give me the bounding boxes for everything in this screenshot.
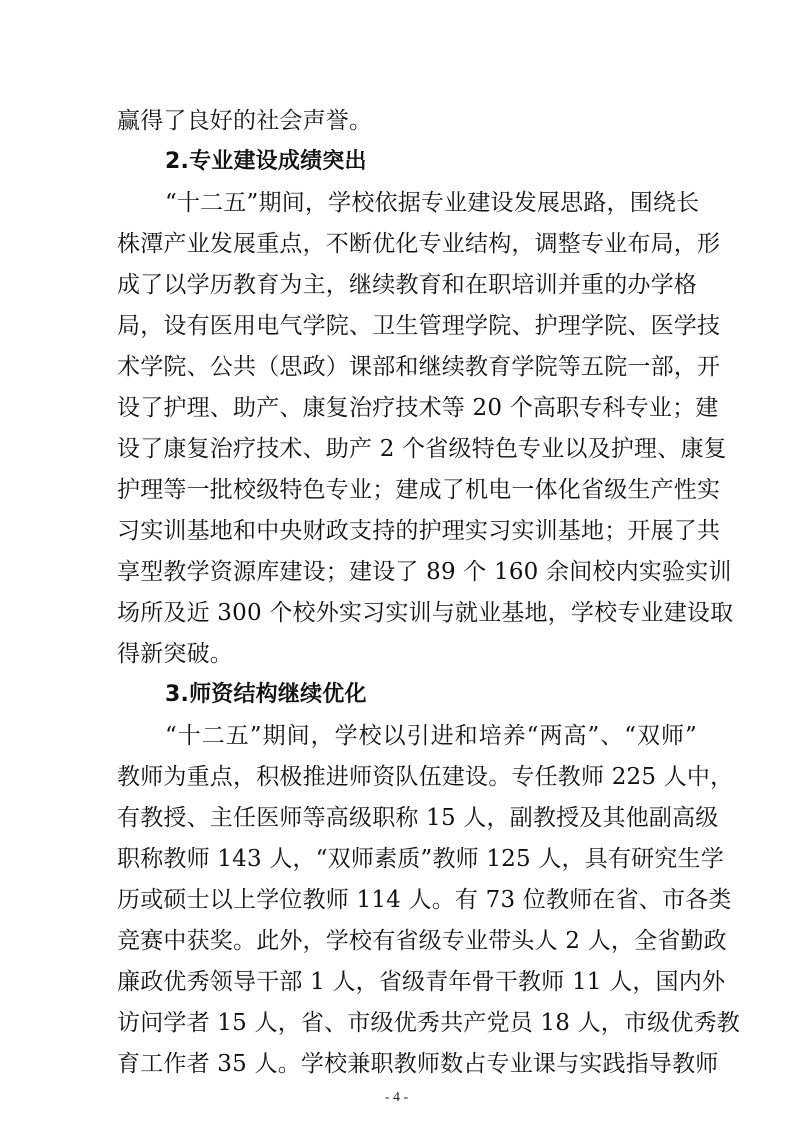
text-line-24: 育工作者 35 人。学校兼职教师数占专业课与实践指导教师 (117, 1051, 719, 1077)
text-line-16: “十二五”期间，学校以引进和培养“两高”、“双师” (165, 723, 697, 749)
text-line-11: 习实训基地和中央财政支持的护理实习实训基地；开展了共 (117, 518, 721, 544)
text-line-12: 享型教学资源库建设；建设了 89 个 160 余间校内实验实训 (117, 559, 732, 585)
text-line-7: 术学院、公共（思政）课部和继续教育学院等五院一部，开 (117, 354, 721, 380)
text-line-22: 廉政优秀领导干部 1 人，省级青年骨干教师 11 人，国内外 (117, 969, 726, 995)
text-line-10: 护理等一批校级特色专业；建成了机电一体化省级生产性实 (117, 477, 721, 503)
text-line-21: 竞赛中获奖。此外，学校有省级专业带头人 2 人，全省勤政 (117, 928, 727, 954)
text-line-19: 职称教师 143 人，“双师素质”教师 125 人，具有研究生学 (117, 846, 724, 872)
text-line-17: 教师为重点，积极推进师资队伍建设。专任教师 225 人中， (117, 764, 734, 790)
text-line-20: 历或硕士以上学位教师 114 人。有 73 位教师在省、市各类 (117, 887, 732, 913)
page-number: - 4 - (384, 1090, 409, 1105)
text-line-5: 成了以学历教育为主，继续教育和在职培训并重的办学格 (117, 272, 697, 298)
text-line-23: 访问学者 15 人，省、市级优秀共产党员 18 人，市级优秀教 (117, 1010, 740, 1036)
section-heading-3: 3.师资结构继续优化 (165, 682, 367, 707)
text-line-9: 设了康复治疗技术、助产 2 个省级特色专业以及护理、康复 (117, 436, 727, 462)
text-line-18: 有教授、主任医师等高级职称 15 人，副教授及其他副高级 (117, 805, 719, 831)
text-line-6: 局，设有医用电气学院、卫生管理学院、护理学院、医学技 (117, 313, 721, 339)
text-line-14: 得新突破。 (117, 641, 233, 667)
text-line-1: 赢得了良好的社会声誉。 (117, 108, 373, 134)
text-line-3: “十二五”期间，学校依据专业建设发展思路，围绕长 (165, 190, 700, 216)
section-heading-2: 2.专业建设成绩突出 (165, 149, 367, 174)
text-line-4: 株潭产业发展重点，不断优化专业结构，调整专业布局，形 (117, 231, 721, 257)
text-line-13: 场所及近 300 个校外实习实训与就业基地，学校专业建设取 (117, 600, 734, 626)
text-line-8: 设了护理、助产、康复治疗技术等 20 个高职专科专业；建 (117, 395, 719, 421)
